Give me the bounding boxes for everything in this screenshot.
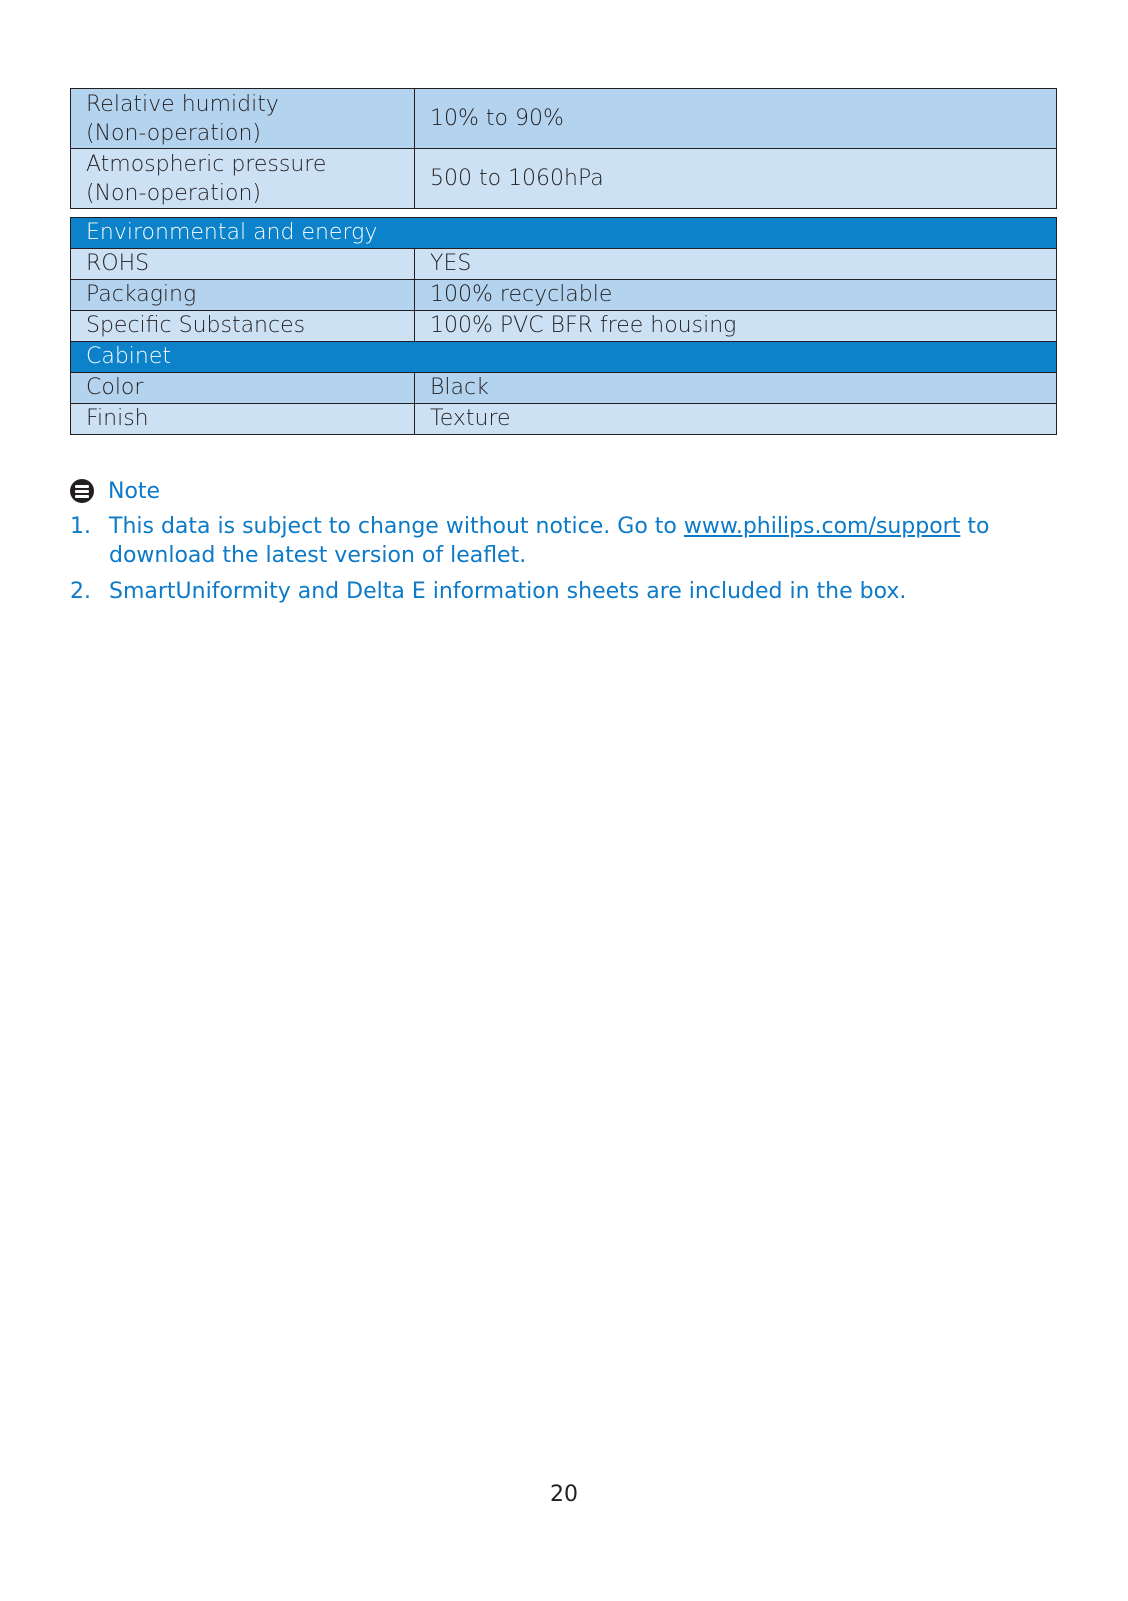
spec-table-environment-cabinet — [70, 217, 1057, 435]
note-item-text: This data is subject to change without notice. Go to — [109, 514, 684, 539]
spec-label: Specific Substances — [71, 311, 415, 342]
note-item-number: 2. — [70, 579, 91, 604]
spec-label-line: Atmospheric pressure — [86, 151, 327, 177]
note-title: Note — [108, 478, 161, 504]
note-list — [70, 512, 1060, 613]
spec-row-relative-humidity — [71, 89, 1057, 149]
spec-label: ROHS — [71, 249, 415, 280]
spec-label — [71, 149, 415, 209]
spec-row-finish — [71, 404, 1057, 435]
spec-label-line: Relative humidity — [86, 91, 279, 117]
note-icon — [70, 479, 94, 503]
spec-value: 100% recyclable — [415, 280, 1057, 311]
spec-label: Color — [71, 373, 415, 404]
spec-value: Black — [415, 373, 1057, 404]
spec-row-packaging — [71, 280, 1057, 311]
section-header-environmental — [71, 218, 1057, 249]
note-item-text: to download the latest version of leaflet. — [109, 514, 990, 568]
section-header-cabinet — [71, 342, 1057, 373]
note-item — [70, 512, 1060, 570]
section-heading: Cabinet — [71, 342, 1057, 373]
section-heading: Environmental and energy — [71, 218, 1057, 249]
spec-value: Texture — [415, 404, 1057, 435]
spec-label: Packaging — [71, 280, 415, 311]
spec-row-specific-substances — [71, 311, 1057, 342]
spec-row-atmospheric-pressure — [71, 149, 1057, 209]
spec-value: 500 to 1060hPa — [415, 149, 1057, 209]
page-number: 20 — [550, 1482, 578, 1507]
spec-value: 100% PVC BFR free housing — [415, 311, 1057, 342]
spec-row-rohs — [71, 249, 1057, 280]
support-link[interactable]: www.philips.com/support — [683, 514, 961, 539]
spec-label — [71, 89, 415, 149]
spec-value: 10% to 90% — [415, 89, 1057, 149]
spec-table-conditions — [70, 88, 1057, 209]
spec-label-line: (Non-operation) — [86, 120, 262, 146]
note-item-text: SmartUniformity and Delta E information sheets are included in the box. — [109, 579, 907, 604]
spec-label-line: (Non-operation) — [86, 180, 262, 206]
note-heading — [70, 474, 160, 508]
spec-value: YES — [415, 249, 1057, 280]
spec-row-color — [71, 373, 1057, 404]
note-item — [70, 577, 1060, 606]
spec-label: Finish — [71, 404, 415, 435]
note-item-number: 1. — [70, 514, 91, 539]
